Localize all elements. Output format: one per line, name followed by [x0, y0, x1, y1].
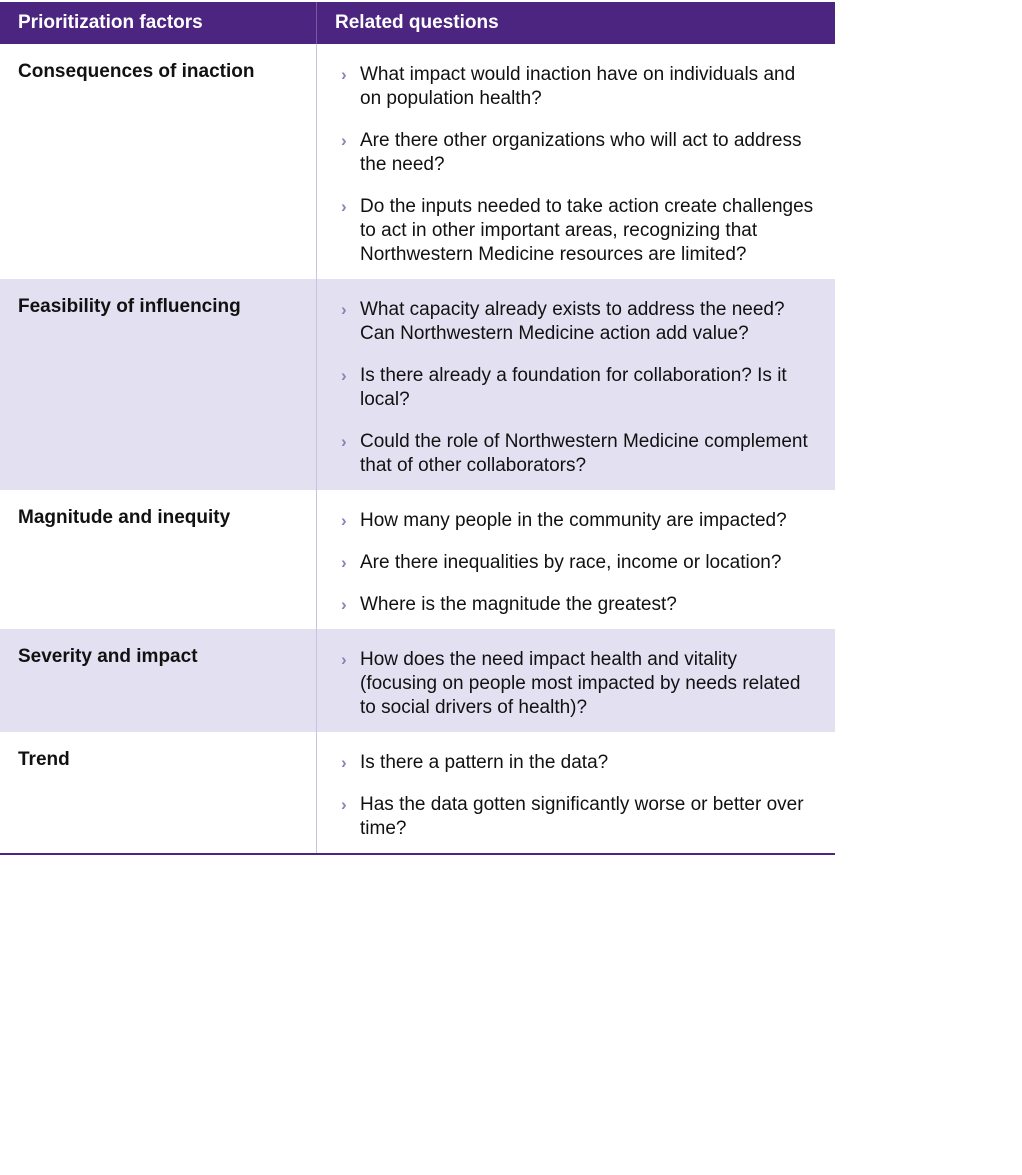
question-text: Is there already a foundation for collaboration? Is it local?	[360, 365, 787, 410]
list-item	[341, 129, 815, 177]
chevron-right-icon: ›	[341, 650, 347, 669]
header-prioritization-factors: Prioritization factors	[0, 2, 317, 44]
header-related-questions: Related questions	[335, 12, 499, 33]
table-row	[0, 279, 835, 490]
question-text: What capacity already exists to address the need? Can Northwestern Medicine action add value?	[360, 299, 785, 344]
questions-list	[317, 279, 835, 490]
list-item	[341, 751, 815, 775]
questions-list	[317, 44, 835, 279]
chevron-right-icon: ›	[341, 65, 347, 84]
list-item	[341, 793, 815, 841]
chevron-right-icon: ›	[341, 595, 347, 614]
table-row	[0, 490, 835, 629]
list-item	[341, 195, 815, 267]
chevron-right-icon: ›	[341, 131, 347, 150]
chevron-right-icon: ›	[341, 553, 347, 572]
chevron-right-icon: ›	[341, 432, 347, 451]
table-header	[0, 2, 835, 44]
chevron-right-icon: ›	[341, 300, 347, 319]
factor-cell: Feasibility of influencing	[0, 279, 317, 490]
chevron-right-icon: ›	[341, 511, 347, 530]
question-text: Where is the magnitude the greatest?	[360, 594, 677, 615]
list-item	[341, 551, 815, 575]
list-item	[341, 509, 815, 533]
table-row	[0, 732, 835, 853]
question-text: Do the inputs needed to take action create challenges to act in other important areas, recognizing that Northwestern Medicine resources are limited?	[360, 196, 814, 265]
list-item	[341, 364, 815, 412]
factor-cell: Consequences of inaction	[0, 44, 317, 279]
question-text: Are there other organizations who will act to address the need?	[360, 130, 802, 175]
list-item	[341, 648, 815, 720]
chevron-right-icon: ›	[341, 197, 347, 216]
questions-list	[317, 629, 835, 732]
question-text: Has the data gotten significantly worse or better over time?	[360, 794, 804, 839]
questions-list	[317, 490, 835, 629]
prioritization-table	[0, 2, 835, 855]
chevron-right-icon: ›	[341, 753, 347, 772]
question-text: How many people in the community are impacted?	[360, 510, 787, 531]
list-item	[341, 63, 815, 111]
question-text: What impact would inaction have on individuals and on population health?	[360, 64, 796, 109]
chevron-right-icon: ›	[341, 795, 347, 814]
list-item	[341, 430, 815, 478]
table-row	[0, 629, 835, 732]
question-text: Are there inequalities by race, income or location?	[360, 552, 782, 573]
factor-cell: Magnitude and inequity	[0, 490, 317, 629]
list-item	[341, 298, 815, 346]
question-text: Is there a pattern in the data?	[360, 752, 609, 773]
factor-cell: Trend	[0, 732, 317, 853]
factor-cell: Severity and impact	[0, 629, 317, 732]
question-text: Could the role of Northwestern Medicine complement that of other collaborators?	[360, 431, 808, 476]
list-item	[341, 593, 815, 617]
question-text: How does the need impact health and vitality (focusing on people most impacted by needs related to social drivers of health)?	[360, 649, 801, 718]
questions-list	[317, 732, 835, 853]
chevron-right-icon: ›	[341, 366, 347, 385]
table-row	[0, 44, 835, 279]
